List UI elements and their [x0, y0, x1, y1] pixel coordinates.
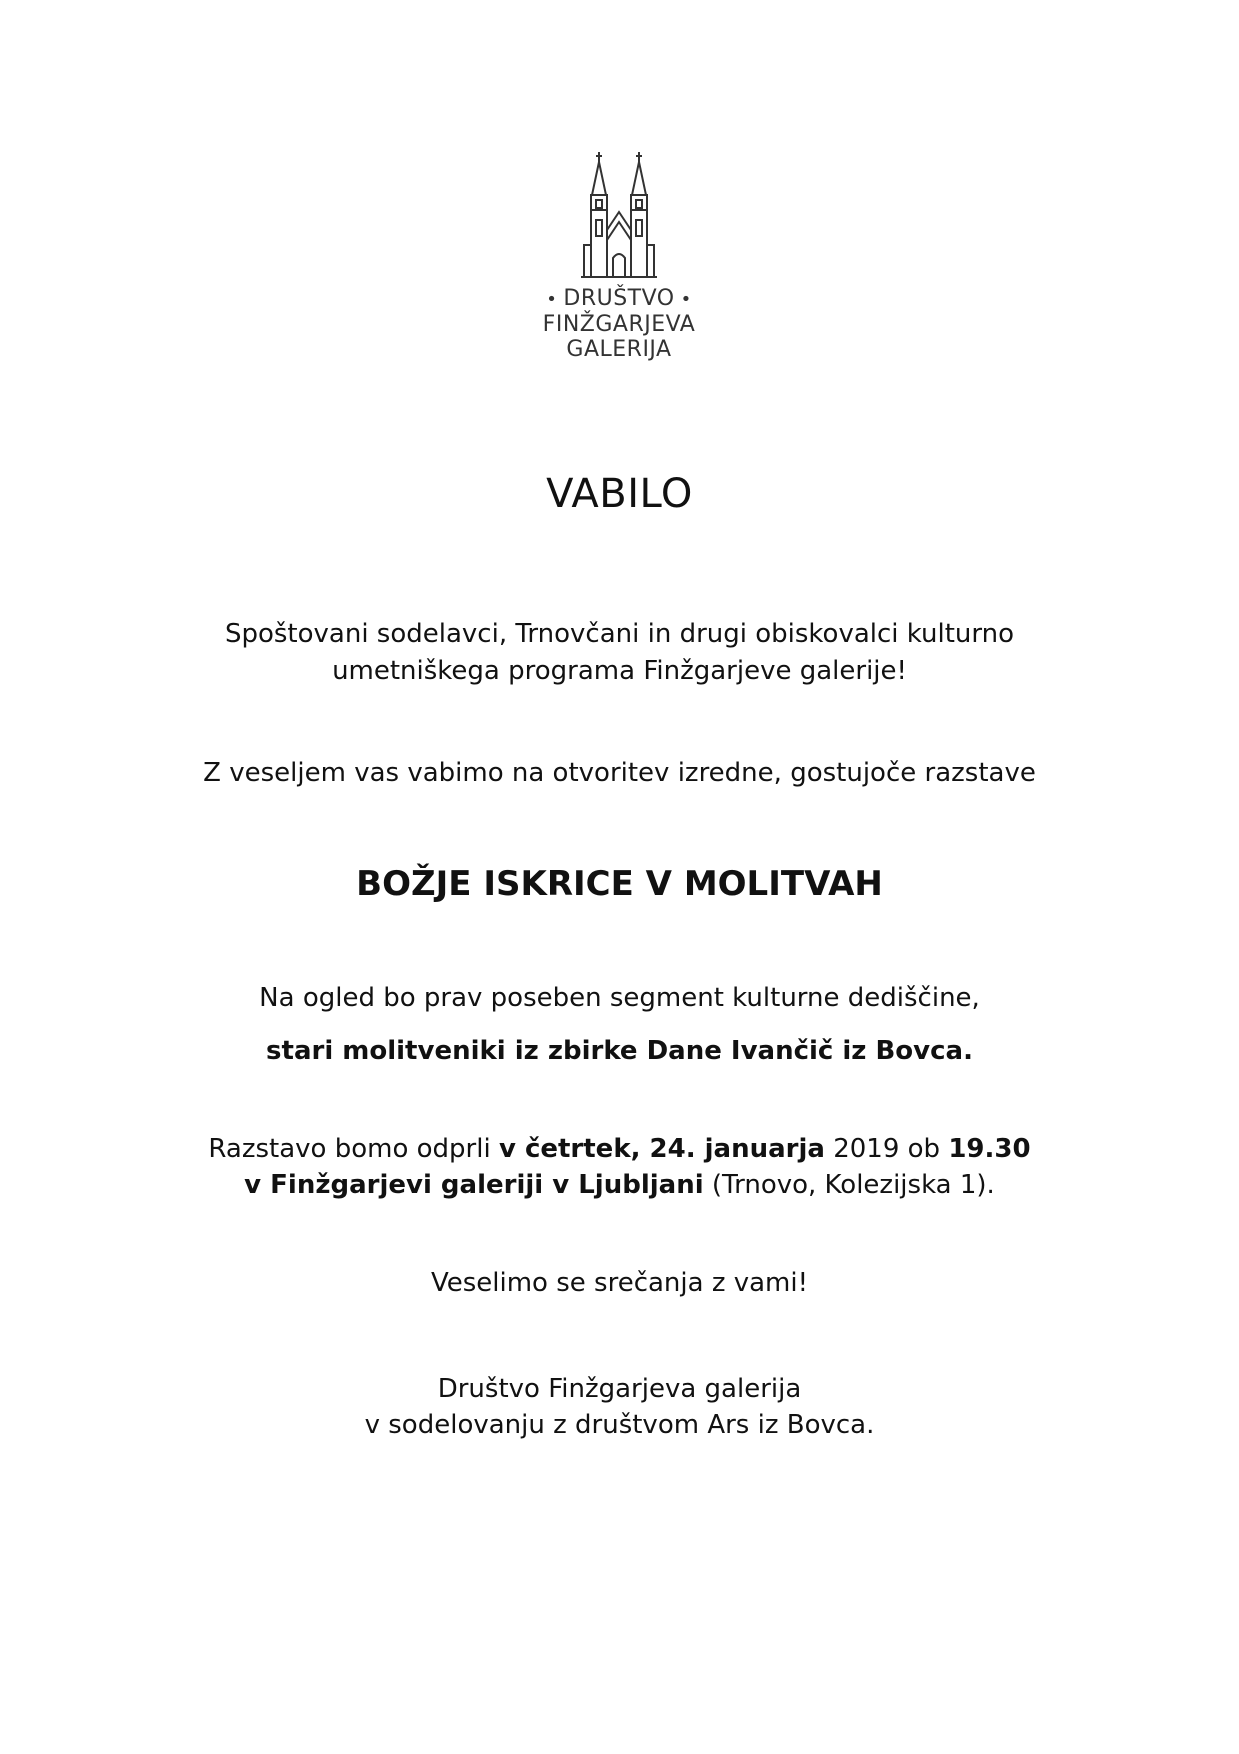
logo-line-3: GALERIJA [566, 337, 672, 362]
organization-logo [540, 150, 698, 362]
exhibition-title: BOŽJE ISKRICE V MOLITVAH [356, 864, 883, 904]
logo-wordmark: • DRUŠTVO • FINŽGARJEVA GALERIJA [540, 286, 698, 362]
church-towers-icon [579, 150, 659, 280]
description-line-2 [0, 1034, 1239, 1068]
signature-line-2: v sodelovanju z društvom Ars iz Bovca. [364, 1410, 875, 1440]
event-venue-line [0, 1168, 1239, 1202]
event-date: v četrtek, 24. januarja [498, 1134, 825, 1164]
invite-line: Z veseljem vas vabimo na otvoritev izredne, gostujoče razstave [203, 758, 1036, 788]
event-prefix: Razstavo bomo odprli [208, 1134, 499, 1164]
event-date-line [0, 1132, 1239, 1166]
logo-line-2: FINŽGARJEVA [542, 312, 696, 337]
event-venue: v Finžgarjevi galeriji v Ljubljani [244, 1170, 704, 1200]
greeting-line-2: umetniškega programa Finžgarjeve galerije! [332, 656, 907, 686]
logo-line-1: DRUŠTVO [563, 286, 675, 311]
description-highlight: stari molitveniki iz zbirke Dane Ivančič iz Bovca. [266, 1036, 973, 1066]
greeting-line-1: Spoštovani sodelavci, Trnovčani in drugi obiskovalci kulturno [224, 619, 1015, 649]
page-title: VABILO [546, 471, 693, 517]
event-time: 19.30 [948, 1134, 1031, 1164]
event-address: (Trnovo, Kolezijska 1). [703, 1170, 995, 1200]
description-line-1: Na ogled bo prav poseben segment kulturne dediščine, [259, 983, 980, 1013]
signature-line-1: Društvo Finžgarjeva galerija [437, 1374, 802, 1404]
closing-line: Veselimo se srečanja z vami! [430, 1268, 809, 1298]
event-middle: 2019 ob [824, 1134, 949, 1164]
